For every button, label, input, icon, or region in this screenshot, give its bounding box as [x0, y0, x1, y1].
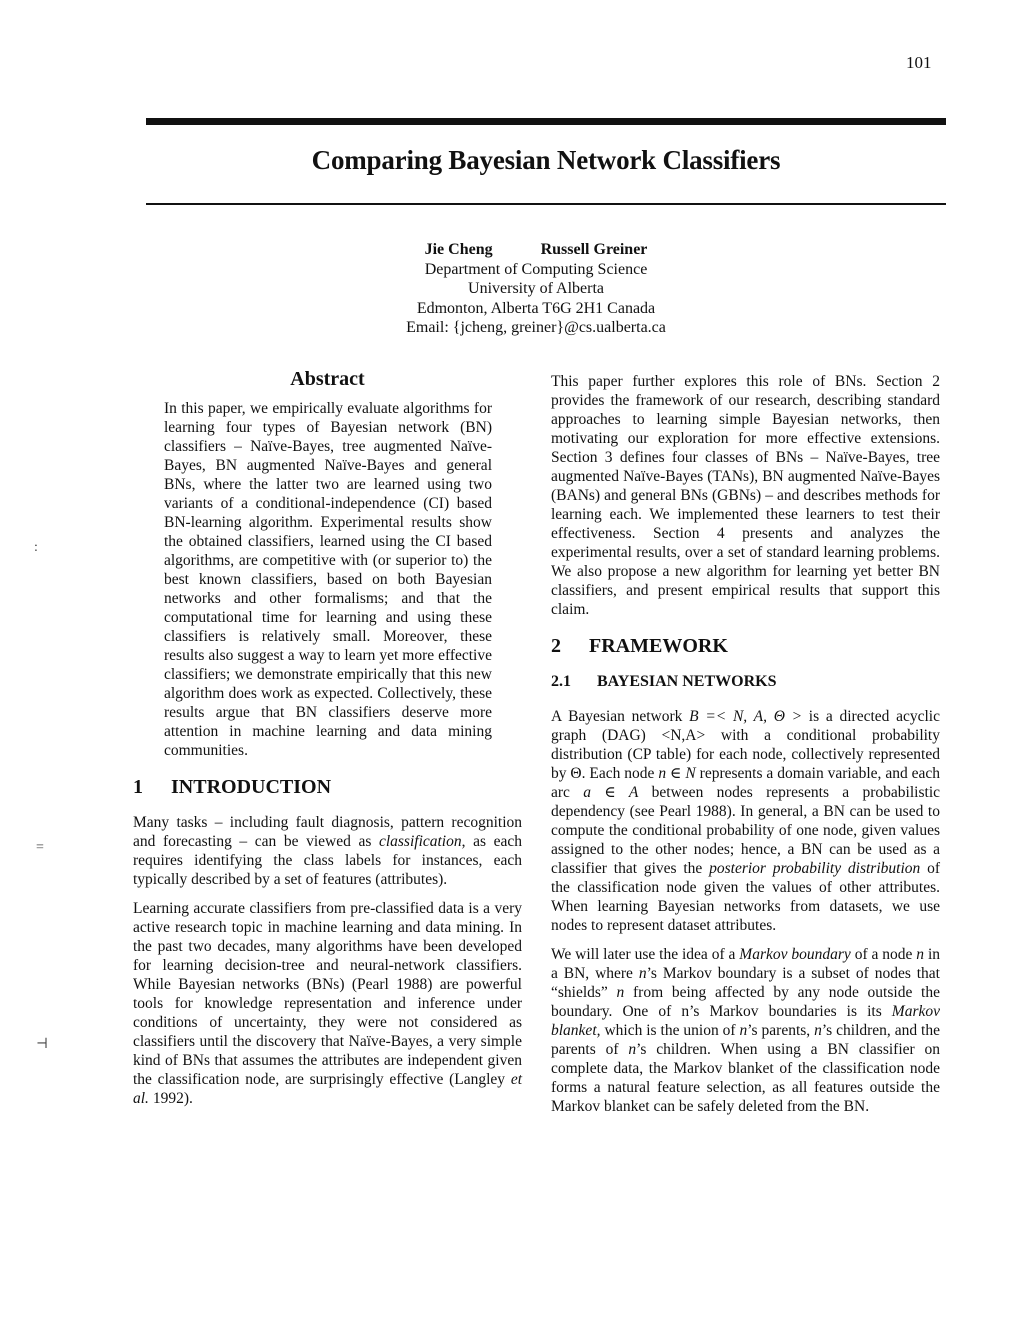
- abstract-text: In this paper, we empirically evaluate algorithms for learning four types of Bayesian network (BN) classifiers – Naïve-Bayes, tree augmented Naïve-Bayes, BN augmented Naïve-Bayes and general BNs, where the latter two are learned using two variants of a conditional-independence (CI) based BN-learning algorithm. Experimental results show the obtained classifiers, learned using the CI based algorithms, are competitive with (or superior to) the best known classifiers, based on both Bayesian networks and other formalisms; and that the computational time for learning and using these classifiers is relatively small. Moreover, these results also suggest a way to learn yet more effective classifiers; we demonstrate empirically that this new algorithm does work as expected. Collectively, these results argue that BN classifiers deserve more attention in machine learning and data mining communities.: [164, 400, 492, 759]
- intro-paragraph-1: Many tasks – including fault diagnosis, pattern recognition and forecasting – can be viewed as classification, as each requires identifying the class labels for instances, each typically described by a set of features (attributes).: [133, 814, 522, 888]
- section-1-title: INTRODUCTION: [171, 776, 332, 798]
- author-department: Department of Computing Science: [424, 260, 648, 278]
- section-1-heading: [133, 778, 522, 797]
- scan-margin-mark: :: [34, 540, 38, 555]
- intro-paragraph-3: This paper further explores this role of BNs. Section 2 provides the framework of our research, describing standard approaches to learning simple Bayesian networks, then motivating our exploration for more effective extensions. Section 3 defines four classes of BNs – Naïve-Bayes, tree augmented Naïve-Bayes (TANs), BN augmented Naïve-Bayes (BANs) and general BNs (GBNs) – and describes methods for learning each. We implemented these learners to test their effectiveness. Section 4 presents and analyzes the experimental results, over a set of standard learning problems. We also propose a new algorithm for learning yet better BN classifiers, and present empirical results that support this claim.: [551, 373, 940, 618]
- section-2-number: 2: [551, 635, 561, 657]
- title-top-rule: [146, 118, 946, 125]
- scan-margin-mark: =: [36, 840, 44, 855]
- scan-margin-mark: ⊣: [36, 1037, 49, 1052]
- subsection-2-1-number: 2.1: [551, 673, 571, 690]
- intro-paragraph-2: Learning accurate classifiers from pre-classified data is a very active research topic in machine learning and data mining. In the past two decades, many algorithms have been developed for learning decision-tree and neural-network classifiers. While Bayesian networks (BNs) (Pearl 1988) are powerful tools for knowledge representation and inference under conditions of uncertainty, they were not considered as classifiers until the discovery that Naïve-Bayes, a very simple kind of BNs that assumes the attributes are independent given the classification node, are surprisingly effective (Langley et al. 1992).: [133, 900, 522, 1107]
- author-name-2: Russell Greiner: [540, 241, 648, 258]
- author-names: [300, 240, 772, 260]
- bn-paragraph-1: A Bayesian network B =< N, A, Θ > is a directed acyclic graph (DAG) <N,A> with a conditional probability distribution (CP table) for each node, collectively represented by Θ. Each node n ∈ N represents a domain variable, and each arc a ∈ A between nodes represents a probabilistic dependency (see Pearl 1988). In general, a BN can be used to compute the conditional probability of one node, given values assigned to the other nodes; hence, a BN can be used as a classifier that gives the posterior probability distribution of the classification node given the values of other attributes. When learning Bayesian networks from datasets, we use nodes to represent dataset attributes.: [551, 708, 941, 934]
- bn-paragraph-2: We will later use the idea of a Markov boundary of a node n in a BN, where n’s Markov boundary is a subset of nodes that “shields” n from being affected by any node outside the boundary. One of n’s Markov boundaries is its Markov blanket, which is the union of n’s parents, n’s children, and the parents of n’s children. When using a BN classifier on complete data, the Markov blanket of the classification node forms a natural feature selection, as all features outside the Markov blanket can be safely deleted from the BN.: [551, 946, 941, 1115]
- author-email: Email: {jcheng, greiner}@cs.ualberta.ca: [406, 319, 666, 336]
- abstract-heading: Abstract: [290, 368, 365, 390]
- subsection-2-1-heading: [551, 672, 940, 691]
- author-name-1: Jie Cheng: [424, 241, 493, 258]
- page-number: 101: [906, 53, 932, 72]
- section-2-title: FRAMEWORK: [589, 635, 728, 657]
- author-address: Edmonton, Alberta T6G 2H1 Canada: [416, 299, 656, 317]
- section-1-number: 1: [133, 776, 143, 798]
- subsection-2-1-title: BAYESIAN NETWORKS: [597, 673, 777, 690]
- title-bottom-rule: [146, 203, 946, 205]
- paper-title: Comparing Bayesian Network Classifiers: [311, 145, 781, 175]
- author-university: University of Alberta: [468, 280, 604, 297]
- left-column: [133, 370, 522, 1108]
- author-block: [300, 240, 772, 338]
- right-column: [551, 372, 940, 1116]
- section-2-heading: [551, 637, 940, 656]
